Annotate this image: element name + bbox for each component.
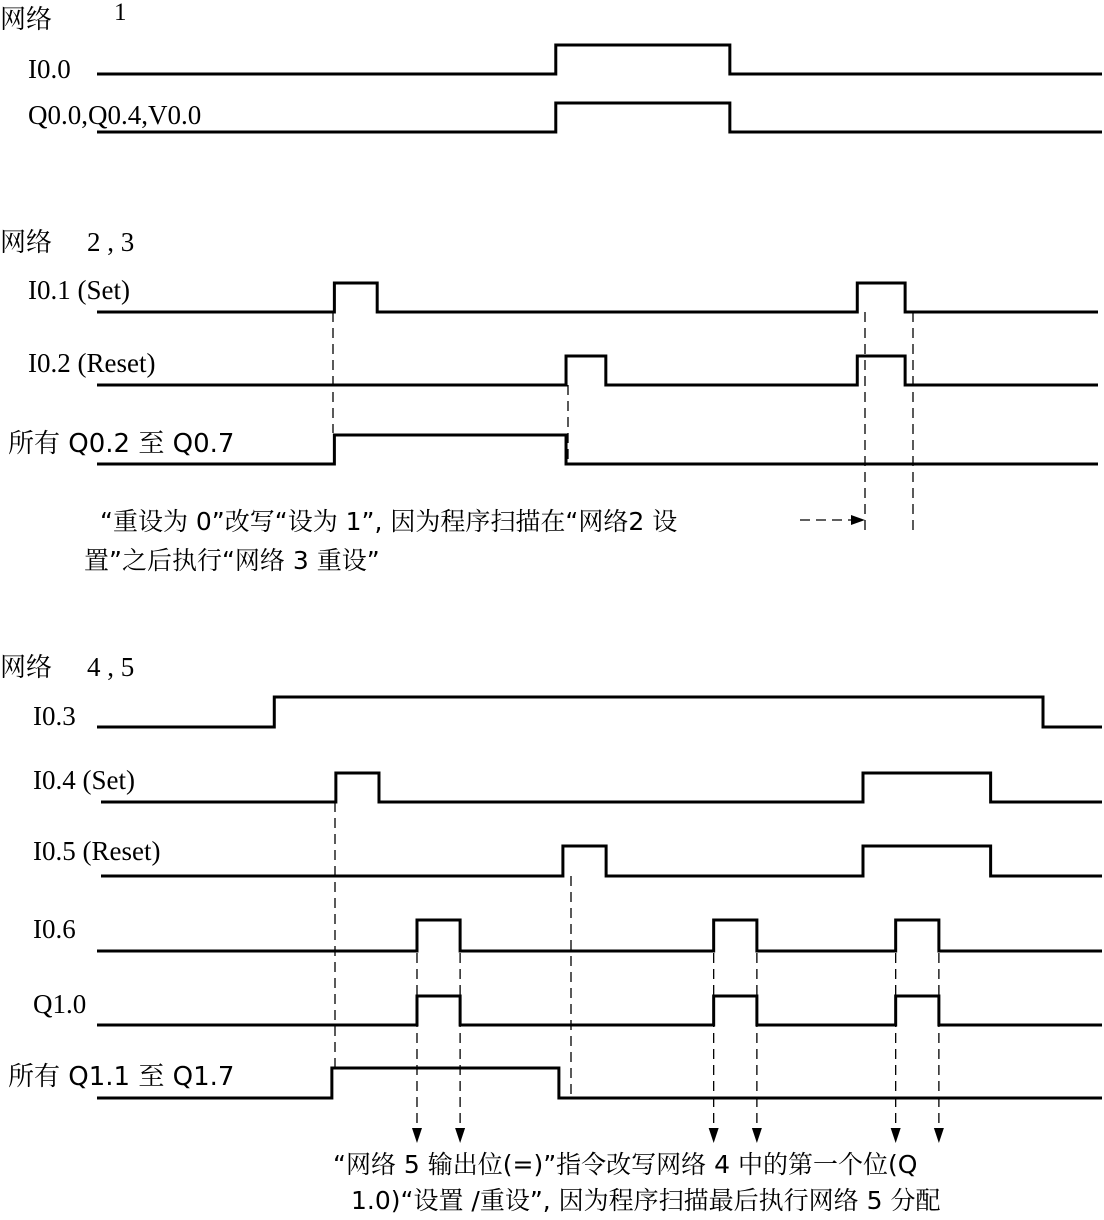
waveform-all-q0-2-to-q0-7	[97, 435, 1098, 464]
arrow-down-icon	[455, 1128, 465, 1143]
waveform-i0-4-set	[101, 773, 1102, 802]
signal-label-i0-2-reset: I0.2 (Reset)	[28, 348, 156, 378]
arrow-down-icon	[934, 1128, 944, 1143]
waveform-i0-5-reset	[101, 846, 1102, 876]
section-3-heading: 网络	[0, 653, 53, 683]
annotation-note-line-1: “重设为 0”改写“设为 1”, 因为程序扫描在“网络2 设	[100, 507, 678, 536]
arrow-down-icon	[752, 1128, 762, 1143]
signal-label-i0-3: I0.3	[33, 701, 76, 731]
section-1-number: 1	[114, 0, 127, 26]
waveform-i0-0	[97, 45, 1102, 74]
waveform-i0-1-set	[97, 283, 1098, 312]
waveform-i0-6	[97, 920, 1102, 951]
section-network-1	[0, 0, 1102, 132]
signal-label-all-q1-1-to-q1-7: 所有 Q1.1 至 Q1.7	[8, 1062, 235, 1092]
projection-arrows	[412, 921, 944, 1143]
signal-label-i0-5-reset: I0.5 (Reset)	[33, 836, 161, 866]
section-2-heading: 网络	[0, 228, 53, 258]
waveform-i0-3	[97, 697, 1102, 727]
arrow-down-icon	[891, 1128, 901, 1143]
arrow-down-icon	[412, 1128, 422, 1143]
signal-label-q0-0-q0-4-v0-0: Q0.0,Q0.4,V0.0	[28, 100, 202, 130]
waveform-q1-0	[97, 996, 1102, 1025]
section-network-2-3	[0, 227, 1098, 575]
annotation-note-line-1: “网络 5 输出位(=)”指令改写网络 4 中的第一个位(Q	[333, 1150, 918, 1179]
signal-label-i0-1-set: I0.1 (Set)	[28, 275, 130, 305]
section-3-number: 4 , 5	[87, 652, 135, 682]
waveform-i0-2-reset	[97, 356, 1098, 385]
annotation-note-line-2: 1.0)“设置 /重设”, 因为程序扫描最后执行网络 5 分配	[351, 1186, 941, 1215]
section-2-number: 2 , 3	[87, 227, 135, 257]
waveform-q0-0-q0-4-v0-0	[97, 103, 1102, 132]
arrow-right-icon	[851, 515, 865, 525]
signal-label-all-q0-2-to-q0-7: 所有 Q0.2 至 Q0.7	[8, 429, 235, 459]
signal-label-q1-0: Q1.0	[33, 989, 87, 1019]
annotation-note-line-2: 置”之后执行“网络 3 重设”	[84, 546, 380, 575]
section-1-heading: 网络	[0, 5, 53, 35]
arrow-down-icon	[709, 1128, 719, 1143]
signal-label-i0-0: I0.0	[28, 54, 71, 84]
section-network-4-5	[0, 652, 1102, 1215]
waveform-all-q1-1-to-q1-7	[97, 1068, 1102, 1098]
signal-label-i0-4-set: I0.4 (Set)	[33, 765, 135, 795]
signal-label-i0-6: I0.6	[33, 914, 76, 944]
